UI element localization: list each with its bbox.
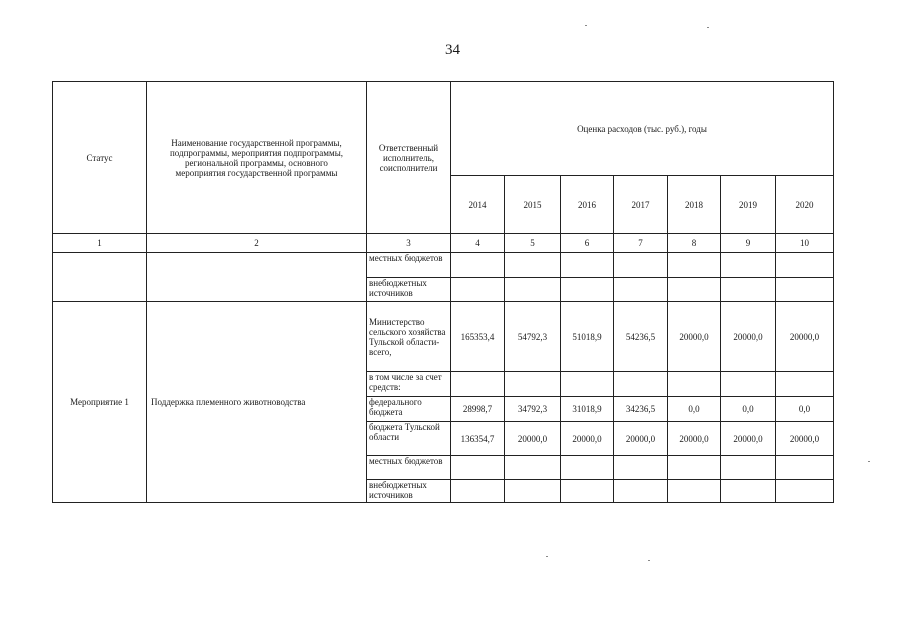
column-number: 10 (776, 234, 834, 253)
header-status: Статус (53, 82, 147, 234)
source-cell: бюджета Тульской области (367, 422, 451, 456)
value-cell: 34792,3 (505, 397, 561, 422)
year-header: 2015 (505, 176, 561, 234)
header-estimate: Оценка расходов (тыс. руб.), годы (451, 82, 834, 176)
source-cell: Министерство сельского хозяйства Тульской области- всего, (367, 302, 451, 372)
scan-speck (585, 25, 587, 26)
value-cell: 0,0 (721, 397, 776, 422)
scan-speck (707, 27, 709, 28)
value-cell: 20000,0 (561, 422, 614, 456)
value-cell: 0,0 (776, 397, 834, 422)
scan-speck (648, 560, 650, 561)
year-header: 2019 (721, 176, 776, 234)
value-cell: 54236,5 (614, 302, 668, 372)
scan-speck (868, 461, 870, 462)
year-header: 2014 (451, 176, 505, 234)
event-name: Поддержка племенного животноводства (147, 302, 367, 503)
value-cell: 20000,0 (721, 422, 776, 456)
year-header: 2016 (561, 176, 614, 234)
page-number: 34 (445, 42, 460, 58)
value-cell: 20000,0 (776, 422, 834, 456)
value-cell: 0,0 (668, 397, 721, 422)
column-number: 8 (668, 234, 721, 253)
value-cell: 54792,3 (505, 302, 561, 372)
value-cell: 136354,7 (451, 422, 505, 456)
column-number: 7 (614, 234, 668, 253)
source-cell: внебюджетных источников (367, 278, 451, 302)
value-cell: 51018,9 (561, 302, 614, 372)
header-responsible: Ответственный исполнитель, соисполнители (367, 82, 451, 234)
column-number: 5 (505, 234, 561, 253)
source-cell: местных бюджетов (367, 253, 451, 278)
source-cell: федерального бюджета (367, 397, 451, 422)
value-cell: 20000,0 (668, 422, 721, 456)
year-header: 2018 (668, 176, 721, 234)
scan-speck (546, 556, 548, 557)
value-cell: 20000,0 (614, 422, 668, 456)
column-number: 2 (147, 234, 367, 253)
value-cell: 20000,0 (776, 302, 834, 372)
column-number-row (53, 234, 834, 253)
column-number: 1 (53, 234, 147, 253)
column-number: 9 (721, 234, 776, 253)
value-cell: 34236,5 (614, 397, 668, 422)
status-cell-empty (53, 253, 147, 302)
value-cell: 20000,0 (505, 422, 561, 456)
source-cell: внебюджетных источников (367, 480, 451, 503)
column-number: 3 (367, 234, 451, 253)
table-row (53, 302, 834, 372)
header-name: Наименование государственной программы, подпрограммы, мероприятия подпрограммы, региональной программы, основного мероприятия государственной программы (147, 82, 367, 234)
source-cell: местных бюджетов (367, 456, 451, 480)
value-cell: 20000,0 (721, 302, 776, 372)
value-cell: 28998,7 (451, 397, 505, 422)
year-header: 2017 (614, 176, 668, 234)
source-cell: в том числе за счет средств: (367, 372, 451, 397)
budget-table (52, 81, 834, 503)
year-header: 2020 (776, 176, 834, 234)
value-cell: 165353,4 (451, 302, 505, 372)
value-cell: 20000,0 (668, 302, 721, 372)
value-cell: 31018,9 (561, 397, 614, 422)
table-row (53, 253, 834, 278)
column-number: 4 (451, 234, 505, 253)
event-status: Мероприятие 1 (53, 302, 147, 503)
name-cell-empty (147, 253, 367, 302)
column-number: 6 (561, 234, 614, 253)
